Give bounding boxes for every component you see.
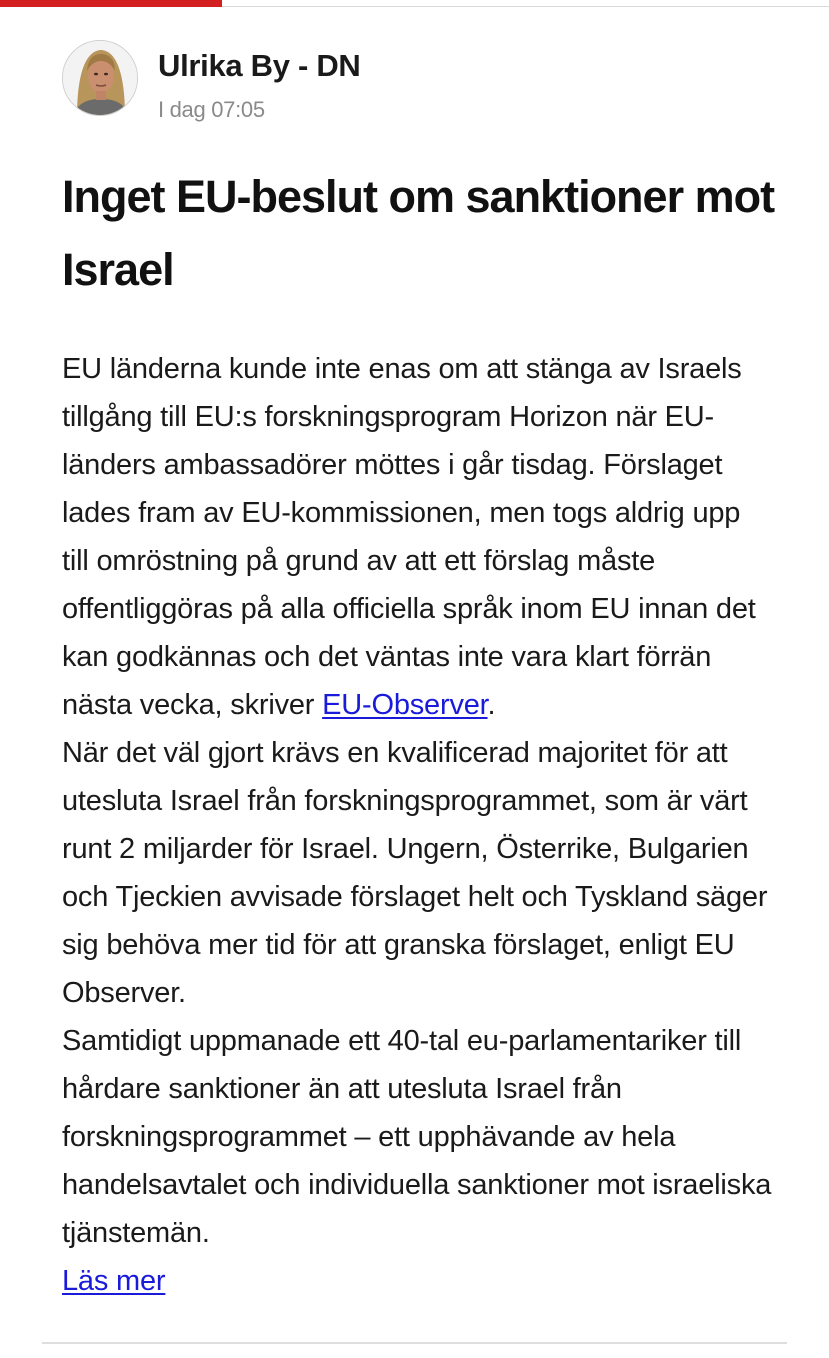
avatar[interactable]: [62, 40, 138, 116]
author-name[interactable]: Ulrika By - DN: [158, 48, 361, 83]
paragraph-2: När det väl gjort krävs en kvalificerad majoritet för att utesluta Israel från forskningsprogrammet, som är värt runt 2 miljarder för Israel. Ungern, Österrike, Bulgarien och Tjeckien avvisade förslaget helt och Tyskland säger sig behöva mer tid för att granska förslaget, enligt EU Observer.: [62, 737, 768, 1009]
paragraph-1-text: EU länderna kunde inte enas om att stänga av Israels tillgång till EU:s forskningsprogram Horizon när EU-länders ambassadörer möttes i går tisdag. Förslaget lades fram av EU-kommissionen, men togs aldrig upp till omröstning på grund av att ett förslag måste offentliggöras på alla officiella språk inom EU innan det kan godkännas och det väntas inte vara klart förrän nästa vecka, skriver: [62, 353, 756, 721]
author-meta: [158, 47, 361, 123]
eu-observer-link[interactable]: EU-Observer: [322, 689, 488, 721]
article-title: Inget EU-beslut om sanktioner mot Israel: [62, 171, 775, 295]
divider: [42, 1342, 787, 1344]
author-block: [62, 40, 361, 123]
reading-progress-bar: [0, 0, 829, 7]
author-photo-icon: [63, 41, 138, 116]
paragraph-1: [62, 345, 774, 729]
reading-progress-fill: [0, 0, 222, 7]
paragraph-3: Samtidigt uppmanade ett 40-tal eu-parlamentariker till hårdare sanktioner än att utesluta Israel från forskningsprogrammet – ett upphävande av hela handelsavtalet och individuella sanktioner mot israeliska tjänstemän.: [62, 1025, 772, 1249]
paragraph-1-end: .: [487, 689, 496, 721]
timestamp: I dag 07:05: [158, 97, 265, 122]
article-body: [62, 345, 774, 1305]
read-more-link[interactable]: Läs mer: [62, 1265, 166, 1297]
